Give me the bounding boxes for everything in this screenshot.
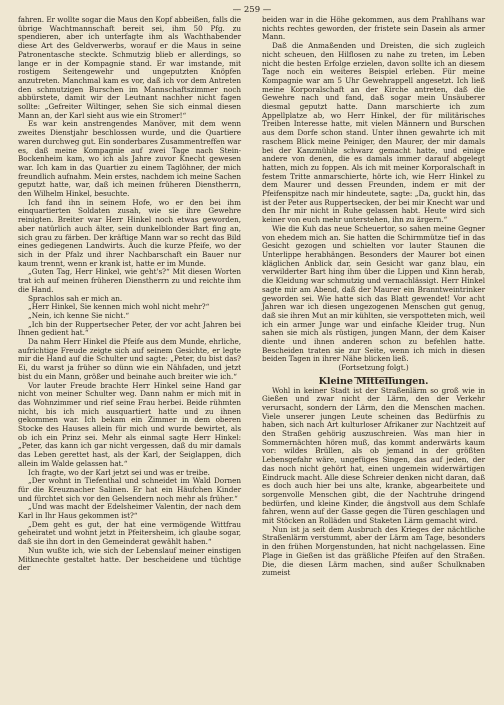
paragraph: Nun ist ja seit dem Ausbruch des Krieges der nächtliche Straßenlärm verstummt, aber der Lärm am Tage, besonders in den frühen Morgenstunden, hat nicht nachgelassen. Eine Plage in Gießen ist das gräßliche Pfeifen auf den Straßen. Die, die diesen Lärm machen, sind außer Schulknaben zumeist <box>262 524 485 578</box>
paragraph: „Dem geht es gut, der hat eine vermögende Wittfrau geheiratet und wohnt jetzt in Pfeitersheim, ich glaube sogar, daß sie ihn dort in den Gemeinderat gewählt haben.“ <box>18 519 241 547</box>
paragraph: Da nahm Herr Hinkel die Pfeife aus dem Munde, ehrliche, aufrichtige Freude zeigte sich auf seinem Gesichte, er legte mir die Hand auf die Schulter und sagte: „Peter, du bist das? Ei, du warst ja früher so dünn wie ein Nähfaden, und jetzt bist du ein Mann, größer und beinahe auch breiter wie ich.“ <box>18 337 241 381</box>
section-title: Kleine Mitteilungen. <box>318 375 429 387</box>
paragraph: Nun wußte ich, wie sich der Lebenslauf meiner einstigen Mitknechte gestaltet hatte. Der bescheidene und tüchtige der <box>18 545 241 573</box>
left-column <box>18 16 241 573</box>
continuation-note: (Fortsetzung folgt.) <box>338 363 409 373</box>
paragraph: Ich fragte, wo der Karl jetzt sei und was er treibe. <box>28 467 210 477</box>
paragraph: Ich fand ihn in seinem Hofe, wo er den bei ihm einquartierten Soldaten zusah, wie sie ihre Gewehre reinigten. Breiter war Herr Hinkel noch etwas geworden, aber natürlich auch älter, sein dunkelblonder Bart fing an, sich grau zu färben. Der kräftige Mann war so recht das Bild eines gediegenen Landwirts. Auch die kurze Pfeife, wo der sich in der Pfalz und ihrer Nachbarschaft ein Bauer nur kaum trennt, wenn er krank ist, hatte er im Munde. <box>18 197 241 268</box>
paragraph: „Guten Tag, Herr Hinkel, wie geht's?“ Mit diesen Worten trat ich auf meinen früheren Dienstherrn zu und reichte ihm die Hand. <box>18 267 241 294</box>
right-column <box>262 16 485 578</box>
page-number: — 259 — <box>232 5 272 15</box>
paragraph: Wie die Kuh das neue Scheuertor, so sahen meine Gegner von ehedem mich an. Sie hatten die Schirmmütze tief in das Gesicht gezogen und schielten vor lauter Staunen die Unterlippe herabhängen. Besonders der Maurer bot einen kläglichen Anblick dar, sein Gesicht war ganz blau, ein verwilderter Bart hing ihm über die Lippen und Kinn herab, die Kleidung war schmutzig und vernachlässigt. Herr Hinkel sagte mir am Abend, daß der Maurer ein Branntweintrinker geworden sei. Wie hatte sich das Blatt gewendet! Vor acht Jahren war ich diesen ungezogenen Menschen gut genug, daß sie ihren Mut an mir kühlten, sie verspotteten mich, weil ich ein armer Junge war und einfache Kleider trug. Nun sahen sie mich als rüstigen, jungen Mann, der dem Kaiser diente und ihnen anderen schon zu befehlen hatte. Bescheiden traten sie zur Seite, wenn ich mich in diesen beiden Tagen in ihrer Nähe blicken ließ. <box>262 223 485 364</box>
paragraph: Es war kein anstrengendes Manöver, mit dem wenn zweites Dienstjahr beschlossen wurde, und die Quartiere waren durchweg gut. Ein sonderbares Zusammentreffen war es, daß meine Kompagnie auf zwei Tage nach Stein-Bockenheim kam, wo ich als Jahre zuvor Knecht gewesen war. Ich kam in das Quartier zu einem Taglöhner, der mich freundlich aufnahm. Mein erstes, nachdem ich meine Sachen geputzt hatte, war, daß ich meinen früheren Dienstherrn, den Wilhelm Hinkel, besuchte. <box>18 119 241 199</box>
paragraph: „Herr Hinkel, Sie kennen mich wohl nicht mehr?“ <box>28 302 210 312</box>
paragraph: beiden war in die Höhe gekommen, aus dem Prahlhans war nichts rechtes geworden, der fristete sein Dasein als armer Mann. <box>262 15 485 42</box>
paragraph: Sprachlos sah er mich an. <box>28 293 123 303</box>
paragraph: „Und was macht der Edelsheimer Valentin, der nach dem Karl in Ihr Haus gekommen ist?“ <box>18 502 241 521</box>
paragraph: Vor lauter Freude brachte Herr Hinkel seine Hand gar nicht von meiner Schulter weg. Dann nahm er mich mit in das Wohnzimmer und rief seine Frau herbei. Beide rühmten nicht, bis ich mich ausquartiert hatte und zu ihnen gekommen war. Ich bekam ein Zimmer in dem oberen Stocke des Hauses allein für mich und wurde bewirtet, als ob ich ein Prinz sei. Mehr als einmal sagte Herr Hinkel: „Peter, das kann ich gar nicht vergessen, daß du mir damals das Leben gerettet hast, als der Karl, der Seiglappen, dich allein im Walde gelassen hat.“ <box>18 380 241 468</box>
paragraph: Wohl in keiner Stadt ist der Straßenlärm so groß wie in Gießen und zwar nicht der Lärm, den der Verkehr verursacht, sondern der Lärm, den die Menschen machen. Viele unserer jungen Leute scheinen das Bedürfnis zu haben, sich nach Art kulturloser Afrikaner zur Nachtzeit auf den Straßen gehörig auszuschreien. Was man hier in Sommernächten hören muß, das kommt anderwärts kaum vor: wildes Brüllen, als ob jemand in der größten Lebensgefahr wäre, ungefüges Singen, das auf jeden, der das noch nicht gehört hat, einen ungemein widerwärtigen Eindruck macht. Alle diese Schreier denken nicht daran, daß es doch auch hier bei uns alte, kranke, abgearbeitete und sorgenvolle Menschen gibt, die der Nachtruhe dringend bedürfen, und kleine Kinder, die ängstvoll aus dem Schlafe fahren, wenn auf der Gasse gegen die Türen geschlagen und mit Stöcken an Rolläden und Staketen Lärm gemacht wird. <box>262 385 485 526</box>
paragraph: fahren. Er wollte sogar die Maus den Kopf abbeißen, falls die übrige Wachtmannschaft bereit sei, ihm 50 Pfg. zu spendieren, aber ich unterfagte ihm als Wachthabender diese Art des Geldverwerbs, worauf er die Maus in seine Patronentasche steckte. Schmutzig blieb er allerdings, so lange er in der Kompagnie stand. Er war imstande, mit rostigem Seitengewehr und ungeputzten Knöpfen anzutreten. Manchmal kam es vor, daß ich vor dem Antreten den schmutzigen Burschen im Mannschaftszimmer noch abbürstete, damit wir der Leutnant nachher nicht fagen sollte: „Gefreiter Wiltinger, sehen Sie sich einmal diesen Mann an, der Karl sieht aus wie ein Stromer!“ <box>18 15 241 120</box>
paragraph: Daß die Anmaßenden und Dreisten, die sich zugleich nicht scheuen, den Hilflosen zu nahe zu treten, im Leben nicht die besten Erfolge erzielen, davon sollte ich an diesem Tage noch ein weiteres Beispiel erleben. Für meine Kompagnie war am 5 Uhr Gewehrappell angesetzt. Ich ließ meine Korporalschaft an der Kirche antreten, daß die Gewehre nach und fand, daß sogar mein Unsäuberer diesmal geputzt hatte. Dann marschierte ich zum Appellplatze ab, wo Herr Hinkel, der für militärisches Treiben Interesse hatte, mit vielen Männern und Burschen aus dem Dorfe schon stand. Unter ihnen gewahrte ich mit raschem Blick meine Peiniger, den Maurer, der mir damals bei der Kanzmühle schwarz gemacht hatte, und einige andere von denen, die es damals immer darauf abgelegt hatten, mich zu foppen. Als ich mit meiner Korporalschaft in festem Tritte anmarschierte, hörte ich, wie Herr Hinkel zu dem Maurer und dessen Freunden, indem er mit der Pfeifenspitze nach mir hindeutete, sagte: „Da, guckt hin, das ist der Peter aus Ruppertsecken, der bei mir Knecht war und den Ihr mir nicht in Ruhe gelassen habt. Heute wird sich keiner von euch mehr unterstehen, ihn zu ärgern.“ <box>262 41 485 225</box>
paragraph: „Nein, ich kenne Sie nicht.“ <box>28 310 130 320</box>
paragraph: „Ich bin der Ruppertsecher Peter, der vor acht Jahren bei Ihnen gedient hat.“ <box>18 319 241 338</box>
paragraph: „Der wohnt in Tiefenthal und schneidet im Wald Dornen für die Kreuznacher Salinen. Er hat ein Häufchen Kinder und fürchtet sich vor den Gelsendern noch mehr als früher.“ <box>18 476 241 503</box>
